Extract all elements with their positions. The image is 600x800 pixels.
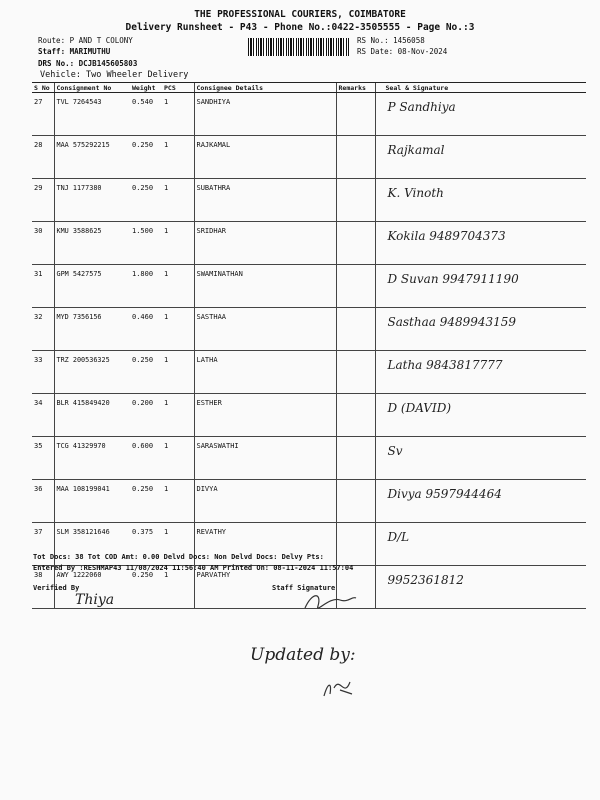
sno-cell bbox=[32, 222, 54, 265]
weight-text: 0.540 bbox=[132, 98, 154, 106]
consignee-cell bbox=[194, 179, 336, 222]
consignment-text: KMU 3588625 bbox=[56, 227, 102, 235]
weight-text: 0.200 bbox=[132, 399, 154, 407]
consignment-text: MAA 575292215 bbox=[56, 141, 110, 149]
entered-by-line: Entered By :RESHMAP43 11/08/2024 11:56:40 AM Printed On: 08-11-2024 11:57:04 bbox=[33, 564, 354, 572]
verified-signature: Thiya bbox=[75, 592, 115, 608]
remarks-cell bbox=[336, 136, 375, 179]
pcs-text: 1 bbox=[164, 227, 169, 235]
sno-text: 32 bbox=[34, 313, 43, 321]
pcs-text: 1 bbox=[164, 184, 169, 192]
handwritten-signature: D/L bbox=[387, 530, 410, 544]
pcs-cell bbox=[162, 265, 194, 308]
drs-number: DRS No.: DCJB145605803 bbox=[38, 59, 138, 68]
consignee-text: LATHA bbox=[196, 356, 218, 364]
pcs-cell bbox=[162, 480, 194, 523]
table-row bbox=[32, 93, 586, 136]
pcs-text: 1 bbox=[164, 98, 169, 106]
consignment-cell bbox=[54, 394, 130, 437]
consignment-text: SLM 358121646 bbox=[56, 528, 110, 536]
pcs-cell bbox=[162, 351, 194, 394]
consignment-text: BLR 415849420 bbox=[56, 399, 110, 407]
remarks-cell bbox=[336, 179, 375, 222]
pcs-text: 1 bbox=[164, 270, 169, 278]
pcs-text: 1 bbox=[164, 485, 169, 493]
consignee-text: SRIDHAR bbox=[196, 227, 227, 235]
weight-text: 0.250 bbox=[132, 485, 154, 493]
table-row bbox=[32, 222, 586, 265]
weight-cell bbox=[130, 265, 162, 308]
consignee-text: SANDHIYA bbox=[196, 98, 231, 106]
consignment-cell bbox=[54, 351, 130, 394]
handwritten-signature: Sasthaa 9489943159 bbox=[387, 315, 517, 329]
table-row bbox=[32, 136, 586, 179]
consignment-cell bbox=[54, 437, 130, 480]
remarks-cell bbox=[336, 394, 375, 437]
remarks-cell bbox=[336, 523, 375, 566]
rs-number: RS No.: 1456058 bbox=[357, 36, 425, 45]
pcs-cell bbox=[162, 93, 194, 136]
consignment-cell bbox=[54, 308, 130, 351]
barcode bbox=[248, 38, 350, 56]
weight-cell bbox=[130, 394, 162, 437]
remarks-cell bbox=[336, 265, 375, 308]
sno-cell bbox=[32, 308, 54, 351]
consignment-text: GPM 5427575 bbox=[56, 270, 102, 278]
pcs-text: 1 bbox=[164, 141, 169, 149]
table-row bbox=[32, 394, 586, 437]
sno-cell bbox=[32, 136, 54, 179]
col-pcs: PCS bbox=[162, 83, 194, 93]
signature-cell bbox=[375, 308, 586, 351]
consignee-cell bbox=[194, 437, 336, 480]
weight-cell bbox=[130, 480, 162, 523]
sno-text: 34 bbox=[34, 399, 43, 407]
consignment-cell bbox=[54, 265, 130, 308]
handwritten-signature: D Suvan 9947911190 bbox=[387, 272, 519, 286]
consignee-cell bbox=[194, 136, 336, 179]
pcs-cell bbox=[162, 308, 194, 351]
consignee-text: DIVYA bbox=[196, 485, 218, 493]
col-consignment: Consignment No bbox=[54, 83, 130, 93]
consignee-cell bbox=[194, 351, 336, 394]
consignment-cell bbox=[54, 222, 130, 265]
col-sno: S No bbox=[32, 83, 54, 93]
staff-signature-scribble bbox=[300, 588, 360, 618]
weight-text: 0.250 bbox=[132, 141, 154, 149]
consignee-cell bbox=[194, 93, 336, 136]
totals-line: Tot Docs: 38 Tot COD Amt: 0.00 Delvd Docs: Non Delvd Docs: Delvy Pts: bbox=[33, 553, 324, 561]
pcs-text: 1 bbox=[164, 356, 169, 364]
handwritten-signature: K. Vinoth bbox=[387, 186, 444, 200]
sno-cell bbox=[32, 437, 54, 480]
consignee-text: SARASWATHI bbox=[196, 442, 239, 450]
sno-text: 31 bbox=[34, 270, 43, 278]
table-row bbox=[32, 437, 586, 480]
consignee-cell bbox=[194, 222, 336, 265]
weight-text: 0.250 bbox=[132, 184, 154, 192]
signature-cell bbox=[375, 523, 586, 566]
signature-cell bbox=[375, 351, 586, 394]
staff-label: Staff: MARIMUTHU bbox=[38, 47, 111, 56]
signature-cell bbox=[375, 222, 586, 265]
pcs-text: 1 bbox=[164, 313, 169, 321]
signature-cell bbox=[375, 566, 586, 609]
consignee-text: SWAMINATHAN bbox=[196, 270, 243, 278]
consignment-text: TVL 7264543 bbox=[56, 98, 102, 106]
company-title: THE PROFESSIONAL COURIERS, COIMBATORE bbox=[194, 9, 406, 20]
signature-cell bbox=[375, 480, 586, 523]
weight-text: 0.600 bbox=[132, 442, 154, 450]
weight-text: 0.460 bbox=[132, 313, 154, 321]
weight-cell bbox=[130, 136, 162, 179]
consignee-text: ESTHER bbox=[196, 399, 222, 407]
remarks-cell bbox=[336, 93, 375, 136]
weight-text: 1.800 bbox=[132, 270, 154, 278]
signature-cell bbox=[375, 265, 586, 308]
runsheet-table bbox=[32, 82, 586, 609]
consignment-text: AWY 1222060 bbox=[56, 571, 102, 579]
col-remarks: Remarks bbox=[336, 83, 375, 93]
weight-cell bbox=[130, 222, 162, 265]
consignment-cell bbox=[54, 93, 130, 136]
sno-text: 33 bbox=[34, 356, 43, 364]
consignment-text: TRZ 200536325 bbox=[56, 356, 110, 364]
pcs-cell bbox=[162, 136, 194, 179]
pcs-text: 1 bbox=[164, 528, 169, 536]
remarks-cell bbox=[336, 437, 375, 480]
consignment-text: MYD 7356156 bbox=[56, 313, 102, 321]
col-signature: Seal & Signature bbox=[375, 83, 586, 93]
route-label: Route: P AND T COLONY bbox=[38, 36, 133, 45]
pcs-cell bbox=[162, 437, 194, 480]
handwritten-signature: P Sandhiya bbox=[387, 100, 456, 114]
sno-cell bbox=[32, 179, 54, 222]
table-header-row bbox=[32, 83, 586, 93]
weight-text: 1.500 bbox=[132, 227, 154, 235]
sno-cell bbox=[32, 480, 54, 523]
consignee-cell bbox=[194, 394, 336, 437]
updated-by-signature bbox=[318, 668, 358, 708]
runsheet-title: Delivery Runsheet - P43 - Phone No.:0422-3505555 - Page No.:3 bbox=[125, 22, 475, 33]
consignee-cell bbox=[194, 265, 336, 308]
handwritten-signature: Kokila 9489704373 bbox=[387, 229, 506, 243]
rs-date: RS Date: 08-Nov-2024 bbox=[357, 47, 448, 56]
pcs-text: 1 bbox=[164, 442, 169, 450]
sno-text: 35 bbox=[34, 442, 43, 450]
weight-cell bbox=[130, 93, 162, 136]
signature-cell bbox=[375, 136, 586, 179]
pcs-cell bbox=[162, 179, 194, 222]
handwritten-signature: 9952361812 bbox=[387, 573, 464, 587]
weight-cell bbox=[130, 351, 162, 394]
consignment-cell bbox=[54, 136, 130, 179]
remarks-cell bbox=[336, 351, 375, 394]
signature-cell bbox=[375, 93, 586, 136]
verified-by-label: Verified By bbox=[33, 584, 80, 592]
sno-cell bbox=[32, 265, 54, 308]
signature-cell bbox=[375, 394, 586, 437]
updated-by-note: Updated by: bbox=[250, 645, 356, 665]
weight-text: 0.250 bbox=[132, 571, 154, 579]
handwritten-signature: D (DAVID) bbox=[387, 401, 452, 415]
weight-text: 0.375 bbox=[132, 528, 154, 536]
pcs-cell bbox=[162, 222, 194, 265]
consignment-text: TNJ 1177380 bbox=[56, 184, 102, 192]
consignment-text: TCG 41329970 bbox=[56, 442, 106, 450]
sno-text: 29 bbox=[34, 184, 43, 192]
table-row bbox=[32, 265, 586, 308]
consignee-text: PARVATHY bbox=[196, 571, 231, 579]
sno-cell bbox=[32, 394, 54, 437]
sno-cell bbox=[32, 93, 54, 136]
signature-cell bbox=[375, 179, 586, 222]
table-row bbox=[32, 308, 586, 351]
consignment-cell bbox=[54, 179, 130, 222]
weight-text: 0.250 bbox=[132, 356, 154, 364]
consignee-cell bbox=[194, 308, 336, 351]
handwritten-signature: Divya 9597944464 bbox=[387, 487, 502, 501]
handwritten-signature: Sv bbox=[387, 444, 403, 458]
sno-cell bbox=[32, 351, 54, 394]
sno-text: 30 bbox=[34, 227, 43, 235]
weight-cell bbox=[130, 308, 162, 351]
weight-cell bbox=[130, 179, 162, 222]
consignee-cell bbox=[194, 480, 336, 523]
sno-text: 27 bbox=[34, 98, 43, 106]
pcs-text: 1 bbox=[164, 571, 169, 579]
col-weight: Weight bbox=[130, 83, 162, 93]
consignment-text: MAA 108199041 bbox=[56, 485, 110, 493]
handwritten-signature: Rajkamal bbox=[387, 143, 445, 157]
handwritten-signature: Latha 9843817777 bbox=[387, 358, 503, 372]
sno-text: 36 bbox=[34, 485, 43, 493]
consignee-text: SASTHAA bbox=[196, 313, 227, 321]
sno-text: 28 bbox=[34, 141, 43, 149]
weight-cell bbox=[130, 437, 162, 480]
sno-text: 38 bbox=[34, 571, 43, 579]
consignment-cell bbox=[54, 480, 130, 523]
table-row bbox=[32, 480, 586, 523]
remarks-cell bbox=[336, 480, 375, 523]
consignee-text: SUBATHRA bbox=[196, 184, 231, 192]
pcs-text: 1 bbox=[164, 399, 169, 407]
remarks-cell bbox=[336, 222, 375, 265]
table-row bbox=[32, 351, 586, 394]
pcs-cell bbox=[162, 394, 194, 437]
remarks-cell bbox=[336, 308, 375, 351]
staff-signature-label: Staff Signature bbox=[272, 584, 336, 592]
sno-text: 37 bbox=[34, 528, 43, 536]
consignee-text: RAJKAMAL bbox=[196, 141, 231, 149]
vehicle-label: Vehicle: Two Wheeler Delivery bbox=[40, 70, 189, 80]
table-row bbox=[32, 179, 586, 222]
consignee-text: REVATHY bbox=[196, 528, 227, 536]
col-consignee: Consignee Details bbox=[194, 83, 336, 93]
signature-cell bbox=[375, 437, 586, 480]
